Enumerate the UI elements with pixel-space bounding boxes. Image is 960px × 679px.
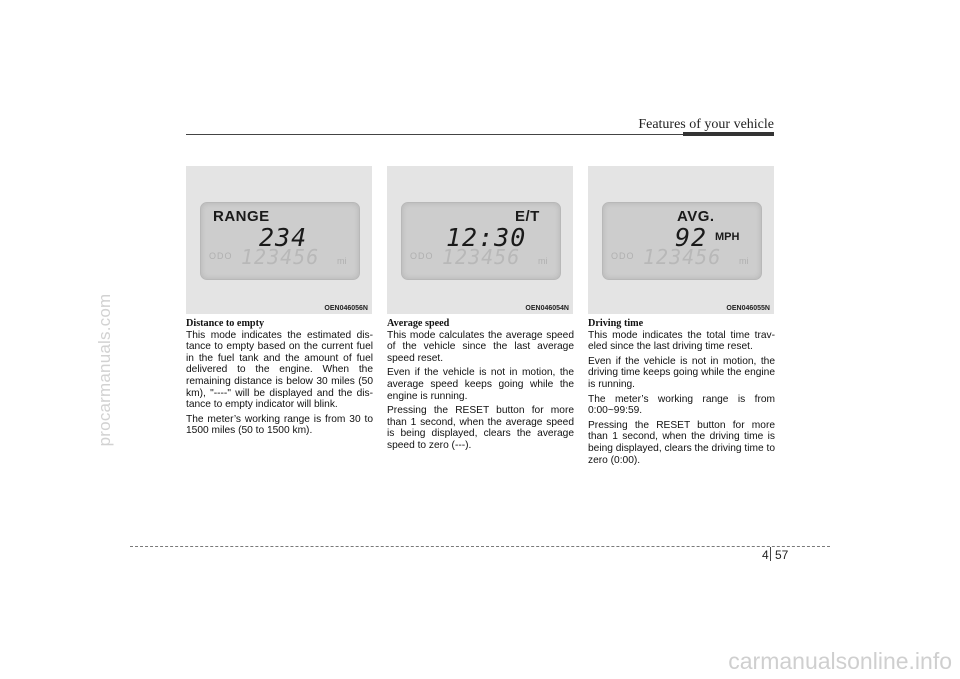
section-paragraph: Even if the vehicle is not in motion, the driving time keeps going while the engine is running. [588, 355, 775, 390]
section-paragraph: The meter’s working range is from 0:00~99:59. [588, 393, 775, 417]
section-distance-to-empty [186, 318, 373, 440]
lcd-screen [602, 202, 762, 280]
lcd-mode-value: 234 [259, 223, 308, 252]
section-paragraph: Even if the vehicle is not in motion, the average speed keeps going while the engine is running. [387, 367, 574, 402]
section-average-speed [387, 318, 574, 455]
section-heading: Average speed [387, 318, 450, 329]
section-heading: Distance to empty [186, 318, 265, 329]
section-paragraph: This mode indicates the estimated dis-tance to empty based on the current fuel in the fuel tank and the amount of fuel delivered to the engine. When the remaining distance is below 30 miles (50 km), "----" will be displayed and the dis-tance to empty indicator will blink. [186, 329, 373, 411]
lcd-odo-label: ODO [410, 251, 434, 261]
lcd-odo-value: 123456 [241, 245, 320, 269]
lcd-mode-unit: MPH [715, 231, 740, 243]
lcd-screen [401, 202, 561, 280]
lcd-odo-unit: mi [538, 256, 548, 266]
footer-rule [130, 546, 830, 547]
section-driving-time [588, 318, 775, 469]
section-paragraph: This mode indicates the total time trav-eled since the last driving time reset. [588, 329, 775, 353]
section-heading: Driving time [588, 318, 644, 329]
figure-code: OEN046055N [726, 305, 770, 312]
lcd-mode-label: AVG. [677, 208, 715, 225]
page-number-separator [770, 547, 771, 561]
lcd-screen [200, 202, 360, 280]
lcd-odo-unit: mi [739, 256, 749, 266]
page-header-title: Features of your vehicle [638, 117, 774, 132]
section-paragraph: This mode calculates the average speed of the vehicle since the last average speed reset. [387, 329, 574, 364]
figure-code: OEN046056N [324, 305, 368, 312]
section-paragraph: The meter’s working range is from 30 to 1500 miles (50 to 1500 km). [186, 413, 373, 437]
header-rule-accent [683, 132, 774, 136]
lcd-odo-value: 123456 [643, 245, 722, 269]
lcd-mode-value: 92 [675, 223, 708, 252]
page-number: 57 [775, 548, 789, 562]
section-paragraph: Pressing the RESET button for more than 1 second, when the driving time is being displayed, clears the driving time to zero (0:00). [588, 419, 775, 466]
lcd-odo-label: ODO [611, 251, 635, 261]
lcd-mode-label: E/T [515, 208, 540, 225]
figure-elapsed-time-display [387, 166, 573, 314]
figure-code: OEN046054N [525, 305, 569, 312]
lcd-mode-label: RANGE [213, 208, 270, 225]
figure-range-display [186, 166, 372, 314]
watermark-procarmanuals: procarmanuals.com [95, 293, 114, 447]
figure-average-speed-display [588, 166, 774, 314]
chapter-number: 4 [762, 548, 769, 562]
lcd-mode-value: 12:30 [446, 223, 527, 252]
watermark-carmanualsonline: carmanualsonline.info [728, 648, 952, 674]
lcd-odo-value: 123456 [442, 245, 521, 269]
lcd-odo-unit: mi [337, 256, 347, 266]
lcd-odo-label: ODO [209, 251, 233, 261]
section-paragraph: Pressing the RESET button for more than 1 second, when the average speed is being displayed, clears the average speed to zero (---). [387, 405, 574, 451]
